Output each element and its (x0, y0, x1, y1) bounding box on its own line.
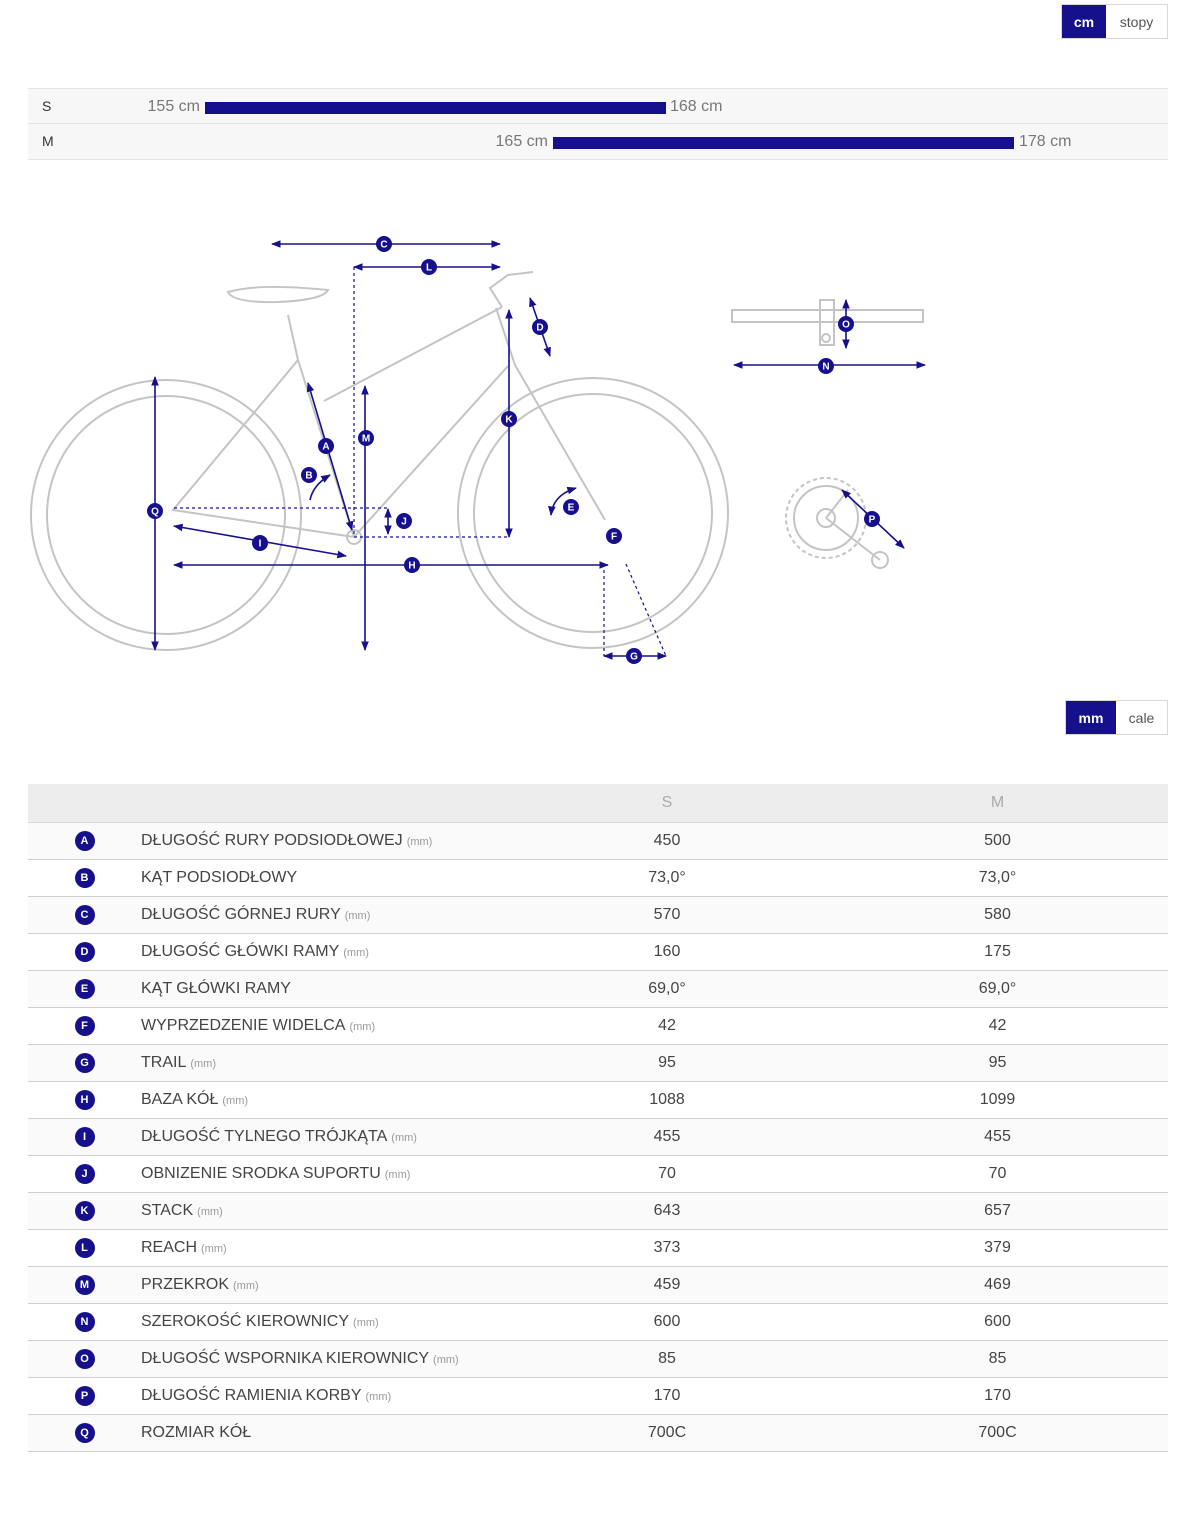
row-badge-cell (28, 1341, 141, 1378)
table-row (28, 1341, 1168, 1378)
svg-text:G: G (630, 651, 638, 663)
svg-text:K: K (505, 414, 513, 426)
row-badge-cell (28, 1045, 141, 1082)
measure-name-cell (141, 1230, 507, 1267)
size-s-value: 600 (507, 1304, 827, 1341)
size-m-value: 379 (827, 1230, 1168, 1267)
letter-badge: A (75, 831, 95, 851)
svg-text:Q: Q (151, 506, 159, 518)
row-badge-cell (28, 1304, 141, 1341)
measure-unit: (mm) (349, 1021, 376, 1033)
row-badge-cell (28, 1082, 141, 1119)
measure-name: DŁUGOŚĆ RAMIENIA KORBY (141, 1387, 362, 1404)
measure-name: BAZA KÓŁ (141, 1091, 219, 1108)
letter-badge: G (75, 1053, 95, 1073)
size-s-value: 450 (507, 823, 827, 860)
table-row (28, 934, 1168, 971)
size-m-value: 73,0° (827, 860, 1168, 897)
measure-name: KĄT GŁÓWKI RAMY (141, 980, 291, 997)
table-row (28, 1304, 1168, 1341)
letter-badge: B (75, 868, 95, 888)
row-badge-cell (28, 1008, 141, 1045)
table-row (28, 1119, 1168, 1156)
measure-name: WYPRZEDZENIE WIDELCA (141, 1017, 346, 1034)
size-m-value: 500 (827, 823, 1168, 860)
diagram-label-q (147, 503, 163, 519)
diagram-label-b (301, 467, 317, 483)
svg-text:I: I (258, 538, 262, 550)
measure-unit: (mm) (233, 1280, 259, 1292)
letter-badge: O (75, 1349, 95, 1369)
measure-name-cell (141, 1082, 507, 1119)
svg-text:M: M (361, 433, 371, 445)
measure-name: DŁUGOŚĆ RURY PODSIODŁOWEJ (141, 832, 403, 849)
size-s-value: 85 (507, 1341, 827, 1378)
unit-toggle (1061, 4, 1168, 39)
svg-text:F: F (610, 531, 618, 543)
size-range-bar (205, 102, 666, 114)
measure-unit: (mm) (391, 1132, 417, 1144)
row-badge-cell (28, 860, 141, 897)
diagram-label-e (563, 499, 579, 515)
svg-text:E: E (567, 502, 575, 514)
diagram-label-p (864, 511, 880, 527)
header-name (141, 784, 507, 823)
size-s-value: 95 (507, 1045, 827, 1082)
size-s-value: 69,0° (507, 971, 827, 1008)
measure-name: STACK (141, 1202, 194, 1219)
measure-unit: (mm) (343, 947, 369, 959)
row-badge-cell (28, 971, 141, 1008)
size-label: S (42, 98, 52, 114)
table-row (28, 1156, 1168, 1193)
measure-name-cell (141, 1193, 507, 1230)
row-badge-cell (28, 1378, 141, 1415)
measure-name-cell (141, 1008, 507, 1045)
size-m-value: 175 (827, 934, 1168, 971)
measure-unit: (mm) (353, 1317, 379, 1329)
svg-text:P: P (868, 514, 876, 526)
measure-name: DŁUGOŚĆ WSPORNIKA KIEROWNICY (141, 1350, 430, 1367)
geometry-table-body (28, 823, 1168, 1452)
measure-unit: (mm) (365, 1391, 392, 1403)
size-m-value: 469 (827, 1267, 1168, 1304)
measure-name: PRZEKROK (141, 1276, 230, 1293)
unit-inch-button[interactable]: cale (1116, 701, 1167, 734)
header-badge (28, 784, 141, 823)
letter-badge: I (75, 1127, 95, 1147)
diagram-label-l (421, 259, 437, 275)
table-row (28, 1230, 1168, 1267)
letter-badge: M (75, 1275, 95, 1295)
size-range-max: 168 cm (670, 98, 723, 115)
header-size-s: S (507, 784, 827, 823)
measure-name-cell (141, 1378, 507, 1415)
table-row (28, 1008, 1168, 1045)
measure-name-cell (141, 897, 507, 934)
row-badge-cell (28, 1415, 141, 1452)
size-m-value: 1099 (827, 1082, 1168, 1119)
table-row (28, 1415, 1168, 1452)
measure-name: KĄT PODSIODŁOWY (141, 869, 298, 886)
size-s-value: 170 (507, 1378, 827, 1415)
letter-badge: E (75, 979, 95, 999)
size-s-value: 455 (507, 1119, 827, 1156)
row-badge-cell (28, 1267, 141, 1304)
size-s-value: 73,0° (507, 860, 827, 897)
measure-name-cell (141, 1415, 507, 1452)
row-badge-cell (28, 1193, 141, 1230)
size-s-value: 459 (507, 1267, 827, 1304)
svg-text:O: O (842, 319, 850, 331)
svg-text:L: L (425, 262, 433, 274)
letter-badge: P (75, 1386, 95, 1406)
diagram-label-c (376, 236, 392, 252)
table-row (28, 1378, 1168, 1415)
diagram-label-f (606, 528, 622, 544)
table-row (28, 1267, 1168, 1304)
size-s-value: 70 (507, 1156, 827, 1193)
measure-name-cell (141, 1119, 507, 1156)
measure-unit: (mm) (344, 910, 371, 922)
letter-badge: J (75, 1164, 95, 1184)
measure-name-cell (141, 1267, 507, 1304)
measure-name-cell (141, 1341, 507, 1378)
row-badge-cell (28, 934, 141, 971)
size-s-value: 373 (507, 1230, 827, 1267)
diagram-label-m (358, 430, 374, 446)
measure-name: DŁUGOŚĆ TYLNEGO TRÓJKĄTA (141, 1128, 388, 1145)
size-s-value: 570 (507, 897, 827, 934)
letter-badge: N (75, 1312, 95, 1332)
header-size-m: M (827, 784, 1168, 823)
letter-badge: D (75, 942, 95, 962)
size-range-min: 165 cm (495, 133, 548, 150)
size-m-value: 580 (827, 897, 1168, 934)
letter-badge: Q (75, 1423, 95, 1443)
letter-badge: K (75, 1201, 95, 1221)
size-m-value: 700C (827, 1415, 1168, 1452)
diagram-label-d (532, 319, 548, 335)
size-m-value: 42 (827, 1008, 1168, 1045)
table-row (28, 897, 1168, 934)
letter-badge: L (75, 1238, 95, 1258)
size-m-value: 69,0° (827, 971, 1168, 1008)
size-m-value: 95 (827, 1045, 1168, 1082)
letter-badge: C (75, 905, 95, 925)
measure-name-cell (141, 860, 507, 897)
table-row (28, 860, 1168, 897)
measure-name: ROZMIAR KÓŁ (141, 1424, 252, 1441)
diagram-label-g (626, 648, 642, 664)
diagram-label-o (838, 316, 854, 332)
size-m-value: 70 (827, 1156, 1168, 1193)
size-range-max: 178 cm (1019, 133, 1072, 150)
measure-name-cell (141, 1304, 507, 1341)
svg-text:D: D (536, 322, 544, 334)
measure-unit: (mm) (190, 1058, 216, 1070)
table-row (28, 1193, 1168, 1230)
size-s-value: 643 (507, 1193, 827, 1230)
diagram-label-n (818, 358, 834, 374)
size-range-row-s (28, 88, 1168, 124)
size-m-value: 600 (827, 1304, 1168, 1341)
length-unit-toggle (1065, 700, 1168, 735)
svg-text:B: B (305, 470, 313, 482)
measure-name: OBNIZENIE SRODKA SUPORTU (141, 1165, 381, 1182)
measure-name: SZEROKOŚĆ KIEROWNICY (141, 1313, 350, 1330)
size-s-value: 1088 (507, 1082, 827, 1119)
measure-unit: (mm) (222, 1095, 249, 1107)
measure-name: TRAIL (141, 1054, 187, 1071)
measure-unit: (mm) (384, 1169, 411, 1181)
row-badge-cell (28, 823, 141, 860)
svg-text:A: A (322, 441, 330, 453)
size-range-row-m (28, 123, 1168, 160)
table-row (28, 971, 1168, 1008)
size-m-value: 85 (827, 1341, 1168, 1378)
letter-badge: H (75, 1090, 95, 1110)
unit-feet-button[interactable]: stopy (1106, 5, 1167, 38)
unit-cm-button[interactable]: cm (1062, 5, 1106, 38)
size-label: M (42, 133, 54, 149)
row-badge-cell (28, 897, 141, 934)
measure-unit: (mm) (433, 1354, 459, 1366)
measure-name-cell (141, 934, 507, 971)
diagram-label-k (501, 411, 517, 427)
measure-name: DŁUGOŚĆ GŁÓWKI RAMY (141, 943, 340, 960)
measure-name-cell (141, 823, 507, 860)
measure-unit: (mm) (197, 1206, 223, 1218)
diagram-label-i (252, 535, 268, 551)
measure-name-cell (141, 971, 507, 1008)
row-badge-cell (28, 1119, 141, 1156)
svg-text:N: N (822, 361, 830, 373)
size-s-value: 160 (507, 934, 827, 971)
size-s-value: 700C (507, 1415, 827, 1452)
size-m-value: 455 (827, 1119, 1168, 1156)
svg-text:J: J (401, 516, 407, 528)
measure-name-cell (141, 1156, 507, 1193)
measure-unit: (mm) (201, 1243, 227, 1255)
geometry-table (28, 784, 1168, 1452)
letter-badge: F (75, 1016, 95, 1036)
svg-text:H: H (408, 560, 416, 572)
size-s-value: 42 (507, 1008, 827, 1045)
diagram-label-a (318, 438, 334, 454)
size-range-bar (553, 137, 1014, 149)
row-badge-cell (28, 1230, 141, 1267)
bike-geometry-diagram (28, 200, 1168, 680)
table-row (28, 1082, 1168, 1119)
unit-mm-button[interactable]: mm (1066, 701, 1116, 734)
table-header-row (28, 784, 1168, 823)
diagram-label-h (404, 557, 420, 573)
table-row (28, 1045, 1168, 1082)
row-badge-cell (28, 1156, 141, 1193)
measure-name: DŁUGOŚĆ GÓRNEJ RURY (141, 906, 341, 923)
size-m-value: 170 (827, 1378, 1168, 1415)
measure-name-cell (141, 1045, 507, 1082)
size-range-min: 155 cm (147, 98, 200, 115)
measure-name: REACH (141, 1239, 198, 1256)
diagram-label-j (396, 513, 412, 529)
table-row (28, 823, 1168, 860)
svg-text:C: C (380, 239, 388, 251)
measure-unit: (mm) (406, 836, 433, 848)
size-m-value: 657 (827, 1193, 1168, 1230)
